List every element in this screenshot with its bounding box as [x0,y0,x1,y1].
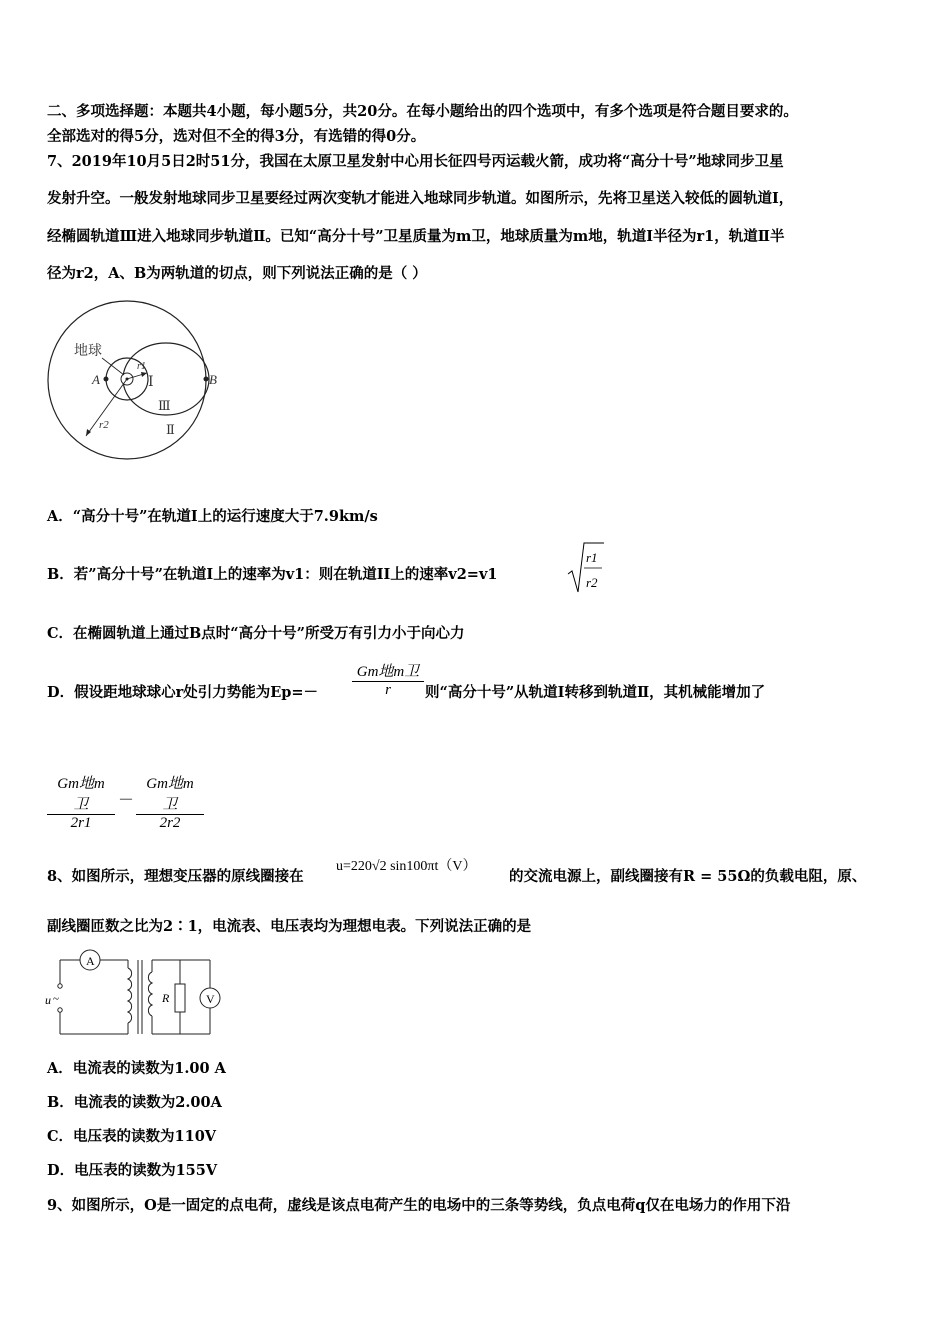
source-label: u [45,993,51,1007]
q8-option-a: A．电流表的读数为1.00 A [47,1060,226,1077]
q7-option-d-post: 则“高分十号”从轨道Ⅰ转移到轨道Ⅱ，其机械能增加了 [425,684,766,701]
q7-answer-fraction-2 [136,772,204,832]
primary-coil [128,968,132,1023]
q7-answer-num-2: Gm地m卫 [136,772,204,815]
point-a-label: A [92,372,100,387]
resistor-box [175,984,185,1012]
q7-text-line4: 径为r2，A、B为两轨道的切点，则下列说法正确的是（ ） [47,265,427,282]
q8-text-line1-post: 的交流电源上，副线圈接有R = 55Ω的负载电阻，原、 [509,868,867,885]
q8-option-d: D．电压表的读数为155V [47,1162,218,1179]
r1-label: r1 [137,361,146,372]
q7-answer-num-1: Gm地m卫 [47,772,115,815]
q8-formula: u=220√2 sin100πt（V） [336,859,477,874]
point-b-label: B [209,372,217,387]
q8-text-line2: 副线圈匝数之比为2∶1，电流表、电压表均为理想电表。下列说法正确的是 [47,918,532,935]
q7-text-line1: 7、2019年10月5日2时51分，我国在太原卫星发射中心用长征四号丙运载火箭，成功将“高分十号”地球同步卫星 [47,153,784,170]
q7-option-b-den: r2 [586,575,598,590]
q7-option-b: B．若”高分十号”在轨道I上的速率为v1：则在轨道II上的速率v2=v1 [47,566,498,583]
q7-option-a: A．“高分十号”在轨道Ⅰ上的运行速度大于7.9km/s [47,508,378,525]
q7-answer-den-1: 2r1 [70,815,92,831]
q7-option-c: C．在椭圆轨道上通过B点时“高分十号”所受万有引力小于向心力 [47,625,465,642]
point-b-dot [204,377,209,382]
orbit-diagram [44,300,217,465]
q7-option-d-frac-den: r [385,682,391,698]
orbit-i-label: Ⅰ [148,375,154,390]
secondary-coil [148,972,152,1016]
svg-text:~: ~ [53,993,59,1005]
q8-text-line1-pre: 8、如图所示，理想变压器的原线圈接在 [47,868,304,885]
q7-answer-den-2: 2r2 [159,815,181,831]
q9-text-line1: 9、如图所示，O是一固定的点电荷，虚线是该点电荷产生的电场中的三条等势线，负点电荷q仅在电场力的作用下沿 [47,1197,791,1214]
r2-label: r2 [99,419,109,431]
earth-label: 地球 [74,344,102,359]
ammeter-label: A [86,954,95,968]
q8-option-b: B．电流表的读数为2.00A [47,1094,222,1111]
q7-option-d-frac-num: Gm地m卫 [352,660,424,682]
q7-text-line2: 发射升空。一般发射地球同步卫星要经过两次变轨才能进入地球同步轨道。如图所示，先将卫星送入较低的圆轨道Ⅰ， [47,190,794,207]
section-heading-line2: 全部选对的得5分，选对但不全的得3分，有选错的得0分。 [47,128,426,145]
q7-option-d-fraction [352,660,424,699]
q7-answer-minus: － [118,790,135,809]
resistor-label: R [162,991,170,1005]
earth-leader-line [102,358,124,375]
orbit-ii-label: Ⅱ [166,422,175,437]
point-a-dot [104,377,109,382]
q8-option-c: C．电压表的读数为110V [47,1128,217,1145]
section-heading-line1: 二、多项选择题：本题共4小题，每小题5分，共20分。在每小题给出的四个选项中，有多个选项是符合题目要求的。 [47,103,798,120]
orbit-iii-label: Ⅲ [158,398,171,413]
transformer-circuit [42,946,232,1046]
q7-text-line3: 经椭圆轨道Ⅲ进入地球同步轨道Ⅱ。已知“高分十号”卫星质量为m卫，地球质量为m地，轨道Ⅰ半径为r1，轨道Ⅱ半 [47,228,785,245]
q7-option-d-pre: D．假设距地球球心r处引力势能为Ep=－ [47,684,319,701]
q7-option-b-num: r1 [586,550,598,565]
q7-option-b-sqrt [566,540,606,600]
q7-answer-fraction-1 [47,772,115,832]
voltmeter-label: V [206,992,215,1006]
